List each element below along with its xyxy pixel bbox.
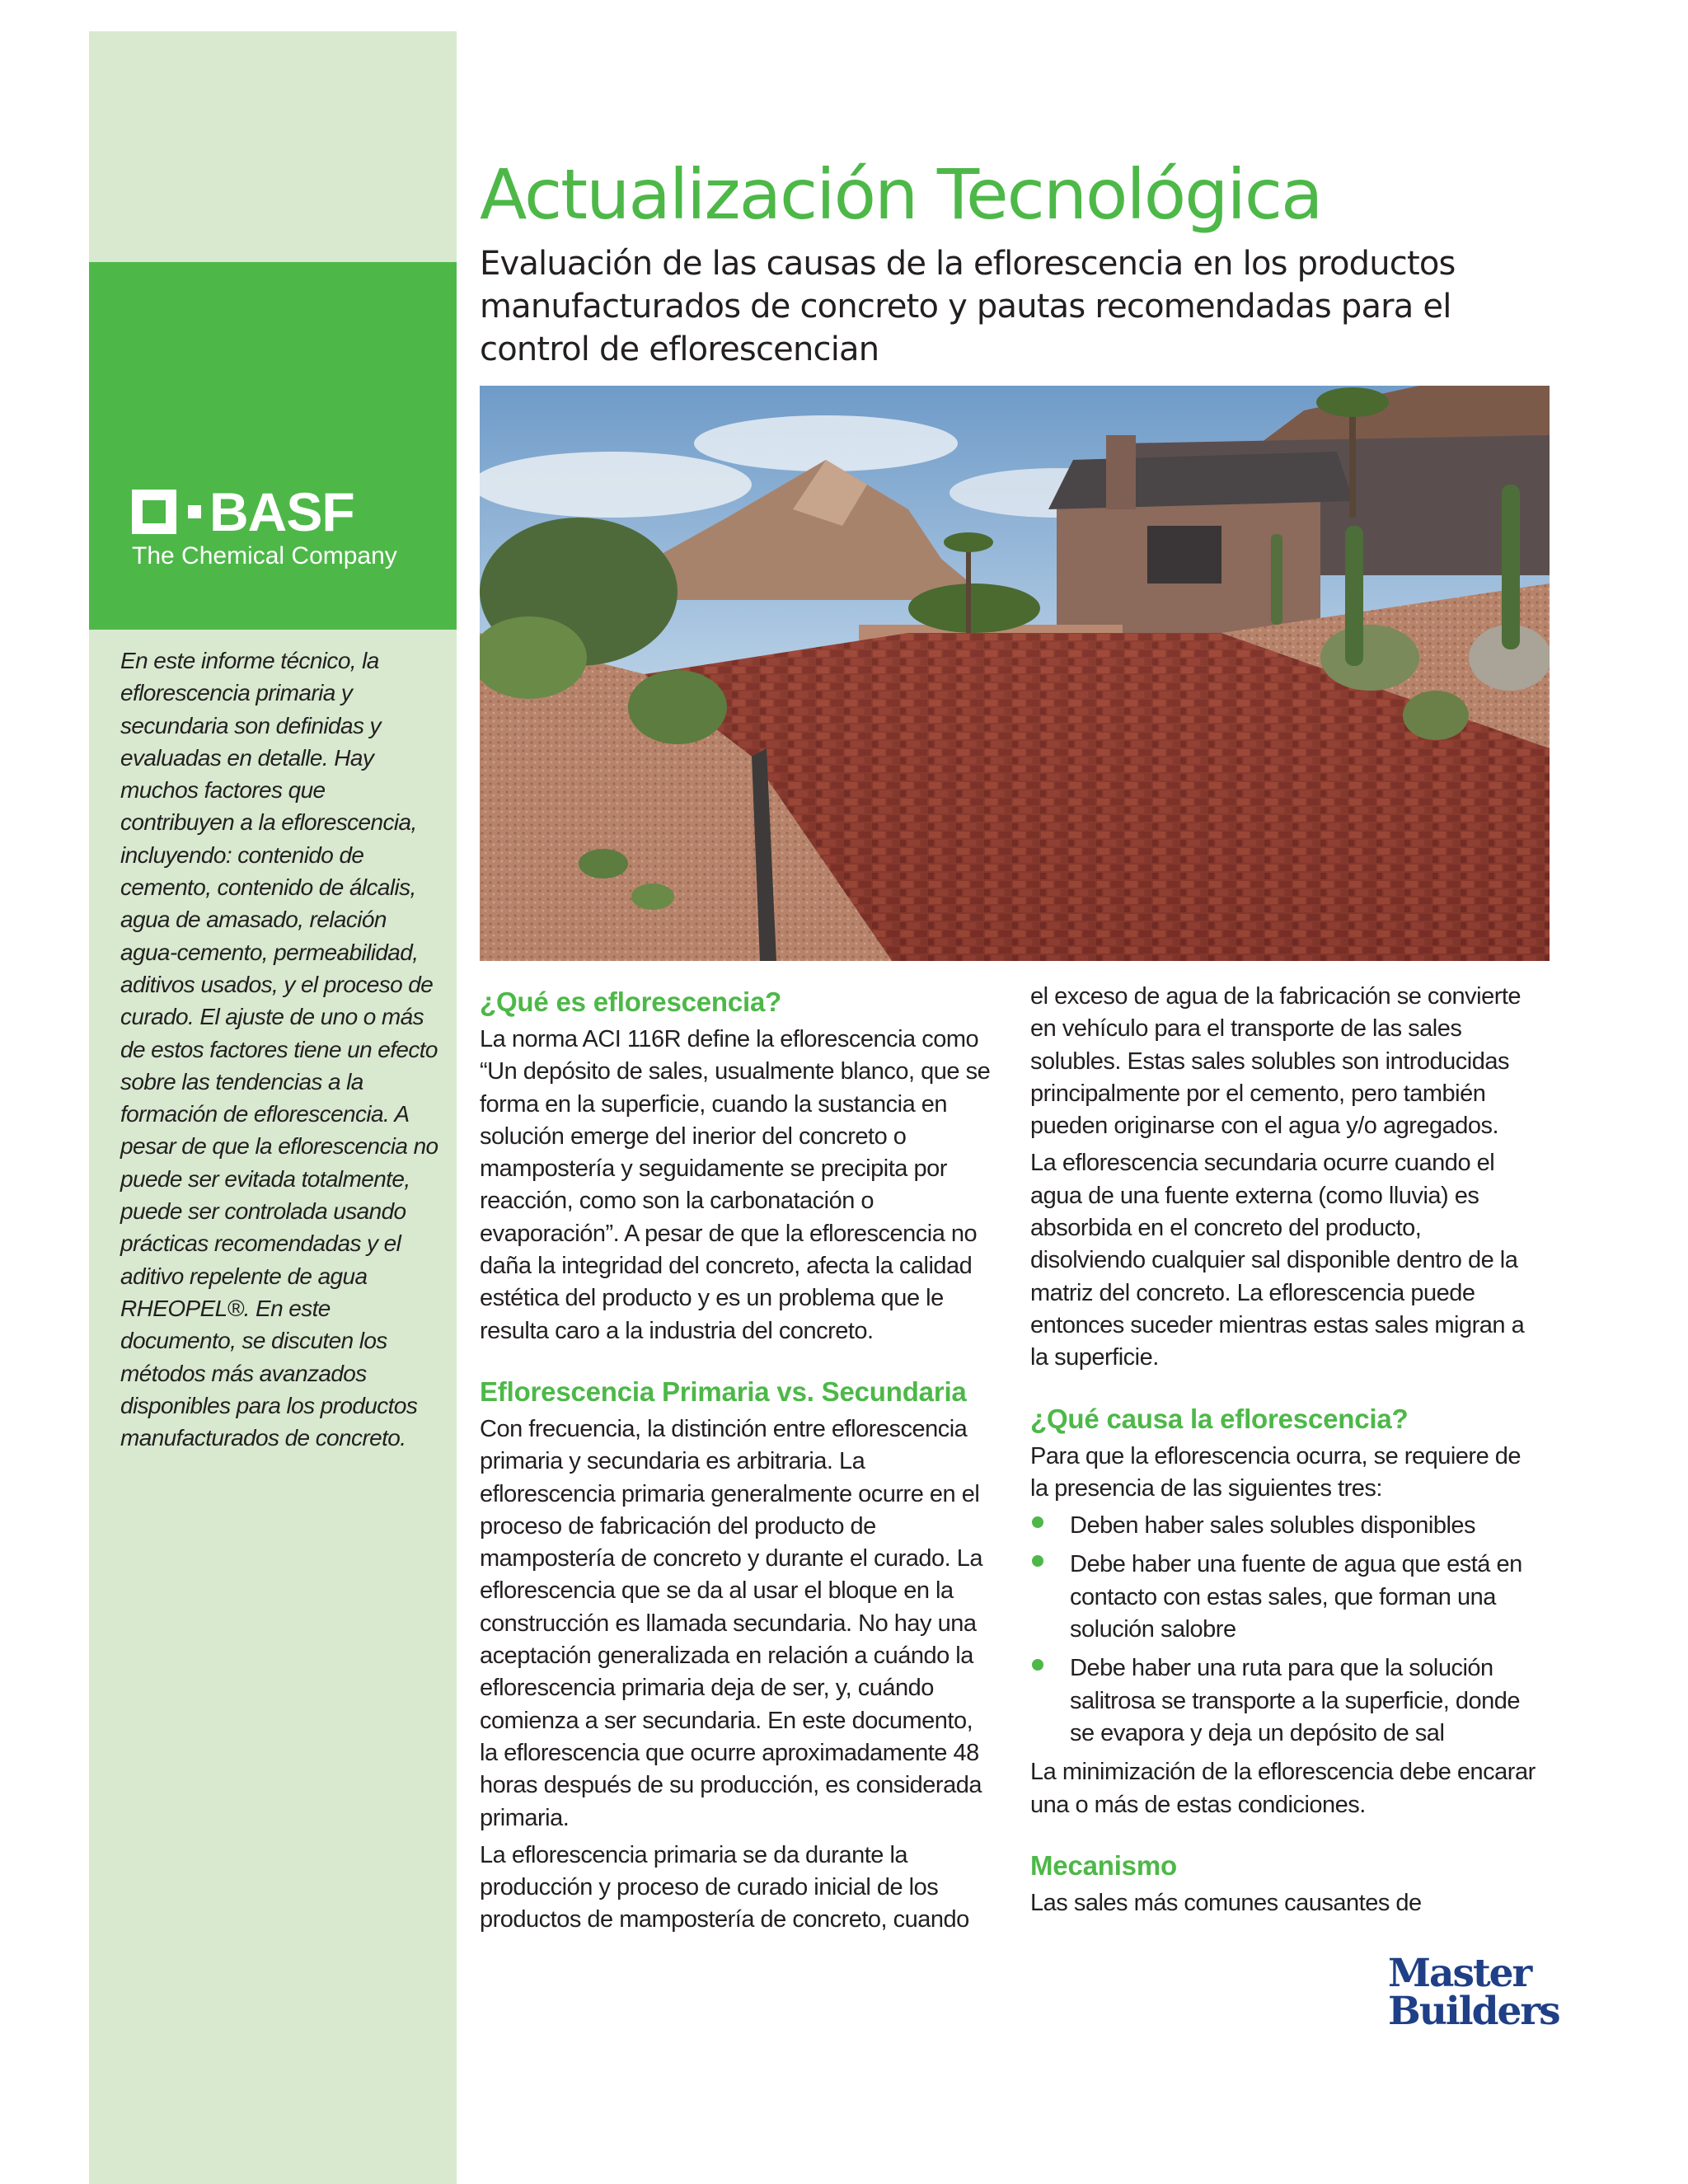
paragraph-mechanism: Las sales más comunes causantes de (1030, 1889, 1422, 1916)
paragraph-minimization: La minimización de la eflorescencia debe encarar una o más de estas condiciones. (1030, 1759, 1536, 1818)
paragraph-distinction: Con frecuencia, la distinción entre eflorescencia primaria y secundaria es arbitraria. La eflorescencia primaria generalmente ocurre en el proceso de fabricación del producto de mampostería de concreto y durante el curado. La eflorescencia que se da al usar el bloque en la construcción es llamada secundaria. No hay una aceptación generalizada en relación a cuándo la eflorescencia primaria deja de ser, y, cuándo comienza a ser secundaria. En este documento, la eflorescencia que ocurre aproximadamente 48 horas después de su producción, es considerada primaria. (480, 1415, 983, 1831)
master-builders-logo (1388, 1951, 1559, 2034)
paragraph-requirements: Para que la eflorescencia ocurra, se requiere de la presencia de las siguientes tres: (1030, 1442, 1522, 1502)
logo-line-master: Master (1388, 1951, 1531, 1996)
paragraph-continuation: el exceso de agua de la fabricación se convierte en vehículo para el transporte de las sales solubles. Estas sales solubles son introducidas principalmente por el cemento, pero también pueden originarse con el agua y/o agregados. (1030, 983, 1522, 1140)
bullet-icon (1032, 1555, 1043, 1567)
section-gap (480, 1352, 991, 1371)
section-heading-what-is: ¿Qué es eflorescencia? (480, 987, 782, 1017)
paragraph-secondary: La eflorescencia secundaria ocurre cuando el agua de una fuente externa (como lluvia) es absorbida en el concreto del producto, disolviendo cualquier sal disponible dentro de la matriz del concreto. La eflorescencia puede entonces suceder mientras estas sales migran a la superficie. (1030, 1150, 1525, 1371)
list-item-text: Debe haber una fuente de agua que está en contacto con estas sales, que forman una solución salobre (1070, 1551, 1522, 1643)
paragraph-primary-process: La eflorescencia primaria se da durante la producción y proceso de curado inicial de los productos de mampostería de concreto, cuando (480, 1841, 969, 1933)
list-item (1030, 1652, 1541, 1750)
list-item (1030, 1549, 1541, 1646)
logo-tagline: The Chemical Company (132, 542, 397, 569)
paragraph-definition: La norma ACI 116R define la eflorescencia como “Un depósito de sales, usualmente blanco, que se forma en la superficie, cuando la sustancia en solución emerge del inerior del concreto o mampostería y seguidamente se precipita por reacción, como son la carbonatación o evaporación”. A pesar de que la eflorescencia no daña la integridad del concreto, afecta la calidad estética del producto y es un problema que le resulta caro a la industria del concreto. (480, 1026, 991, 1344)
section-gap (1030, 1380, 1541, 1398)
brand-band (89, 262, 457, 630)
left-text-column (480, 981, 991, 1942)
list-item-text: Debe haber una ruta para que la solución salitrosa se transporte a la superficie, donde se evapora y deja un depósito de sal (1070, 1655, 1521, 1746)
logo-line-builders: Builders (1388, 1989, 1559, 2034)
requirements-list (1030, 1510, 1541, 1750)
document-subtitle: Evaluación de las causas de la eflorescencia en los productos manufacturados de concreto y pautas recomendadas para el control de eflorescencian (480, 245, 1456, 368)
bullet-icon (1032, 1659, 1043, 1671)
logo-square-icon (132, 490, 176, 534)
list-item (1030, 1510, 1541, 1542)
logo-wordmark: BASF (209, 481, 354, 542)
logo-dot-icon (188, 505, 201, 518)
document-title: Actualización Tecnológica (480, 154, 1322, 235)
section-gap (1030, 1826, 1541, 1844)
bullet-icon (1032, 1516, 1043, 1528)
basf-logo (132, 481, 354, 542)
list-item-text: Deben haber sales solubles disponibles (1070, 1512, 1476, 1540)
section-heading-primary-vs-secondary: Eflorescencia Primaria vs. Secundaria (480, 1376, 967, 1407)
section-heading-mechanism: Mecanismo (1030, 1849, 1177, 1881)
right-text-column (1030, 981, 1541, 1924)
section-heading-causes: ¿Qué causa la eflorescencia? (1030, 1403, 1409, 1434)
hero-photo (480, 386, 1550, 961)
sidebar-intro-text: En este informe técnico, la eflorescencia primaria y secundaria son definidas y evaluadas en detalle. Hay muchos factores que contribuyen a la eflorescencia, incluyendo: contenido de cemento, contenido de álcalis, agua de amasado, relación agua-cemento, permeabilidad, aditivos usados, y el proceso de curado. El ajuste de uno o más de estos factores tiene un efecto sobre las tendencias a la formación de eflorescencia. A pesar de que la eflorescencia no puede ser evitada totalmente, puede ser controlada usando prácticas recomendadas y el aditivo repelente de agua RHEOPEL®. En este documento, se discuten los métodos más avanzados disponibles para los productos manufacturados de concreto. (120, 648, 438, 1451)
